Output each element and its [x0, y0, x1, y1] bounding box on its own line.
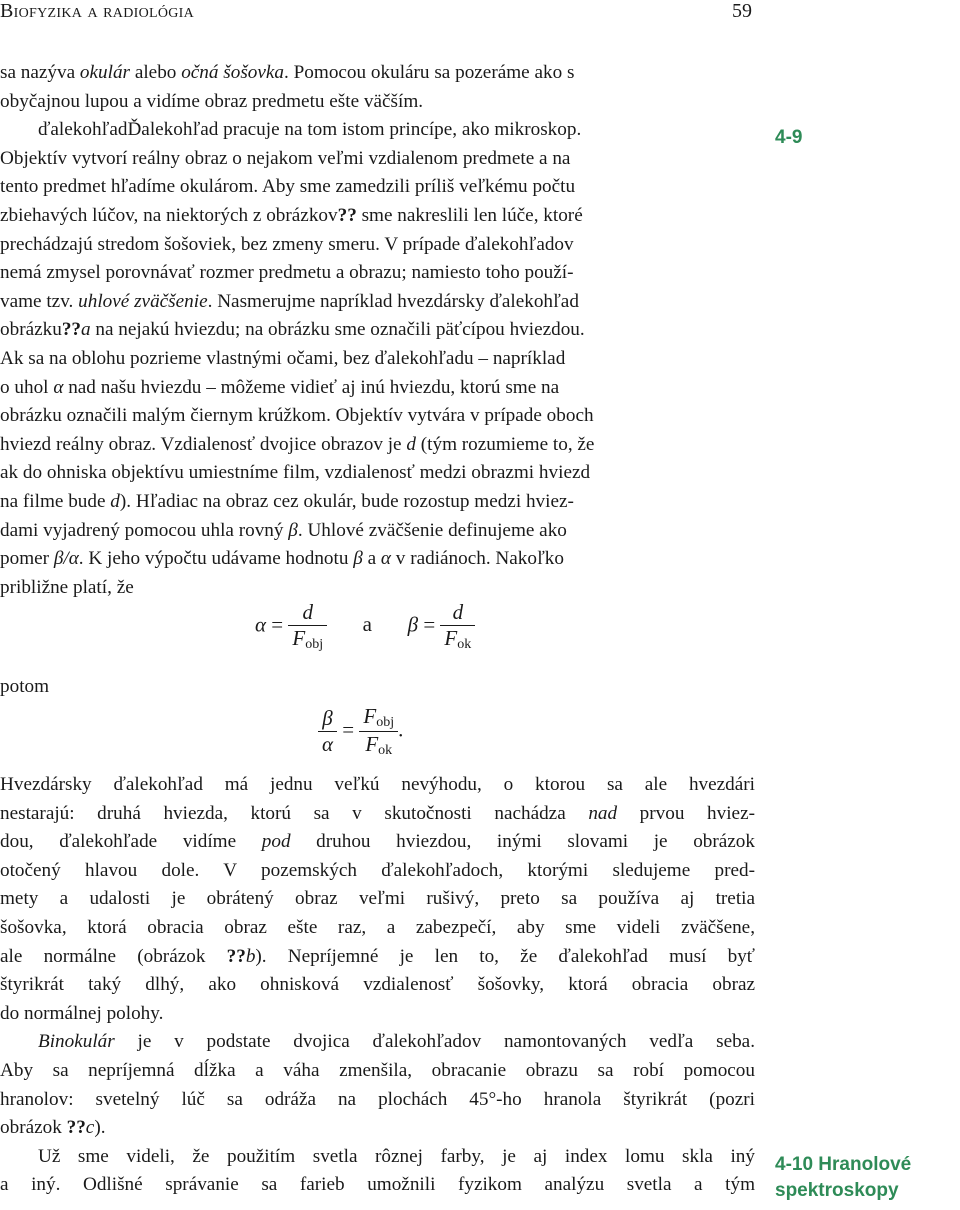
text-line: prechádzajú stredom šošoviek, bez zmeny smeru. V prípade ďalekohľadov	[0, 233, 574, 255]
text-line: hviezd reálny obraz. Vzdialenosť dvojice obrazov je d (tým rozumieme to, že	[0, 433, 595, 455]
text-line: obrázku??a na nejakú hviezdu; na obrázku sme označili päťcípou hviezdou.	[0, 319, 585, 341]
margin-note-4-10-line2: spektroskopy	[775, 1180, 899, 1201]
figure-ref: ??	[226, 945, 246, 967]
fraction-fobj-over-fok: $\frac{F_{obj}}{F_{ok}}$	[359, 704, 398, 759]
text-line: obyčajnou lupou a vidíme obraz predmetu ešte väčším.	[0, 90, 424, 112]
equation-magnification: $\frac{\beta}{\alpha}$ = $\frac{F_{obj}}{F_{ok}}$ .	[318, 704, 403, 759]
fraction-d-over-fok: $\frac{d}{F_{ok}}$	[440, 600, 475, 653]
text-line: ale normálne (obrázok ??b). Nepríjemné je len to, že ďalekohľad musí byť	[0, 945, 755, 967]
running-title: Biofyzika a radiológia	[0, 0, 195, 22]
text-line: Objektív vytvorí reálny obraz o nejakom veľmi vzdialenom predmete a na	[0, 147, 571, 169]
text-line: o uhol α nad našu hviezdu – môžeme vidieť aj inú hviezdu, ktorú sme na	[0, 376, 560, 398]
figure-ref: ??	[61, 319, 81, 341]
text-line: štyrikrát taký dlhý, ako ohnisková vzdialenosť šošovky, ktorá obracia obraz	[0, 974, 755, 996]
page-number: 59	[732, 0, 752, 22]
text-line: Hvezdársky ďalekohľad má jednu veľkú nevýhodu, o ktorou sa ale hvezdári	[0, 774, 755, 795]
text-line: nestarajú: druhá hviezda, ktorú sa v skutočnosti nachádza nad prvou hviez-	[0, 802, 755, 824]
text-line: Už sme videli, že použitím svetla rôznej farby, je aj index lomu skla iný	[38, 1145, 755, 1167]
text-line: do normálnej polohy.	[0, 1002, 164, 1024]
text-line: vame tzv. uhlové zväčšenie. Nasmerujme napríklad hvezdársky ďalekohľad	[0, 290, 579, 312]
text-line: približne platí, že	[0, 576, 134, 598]
text-line: dami vyjadrený pomocou uhla rovný β. Uhlové zväčšenie definujeme ako	[0, 519, 567, 541]
text-line: na filme bude d). Hľadiac na obraz cez okulár, bude rozostup medzi hviez-	[0, 490, 574, 512]
text-line: Binokulár je v podstate dvojica ďalekohľadov namontovaných vedľa seba.	[38, 1031, 755, 1053]
text-line: hranolov: svetelný lúč sa odráža na plochách 45°-ho hranola štyrikrát (pozri	[0, 1088, 755, 1110]
text-line: ak do ohniska objektívu umiestníme film, vzdialenosť medzi obrazmi hviezd	[0, 462, 591, 484]
word-potom: potom	[0, 676, 50, 697]
text-line: zbiehavých lúčov, na niektorých z obrázkov?? sme nakreslili len lúče, ktoré	[0, 204, 583, 226]
text-line: sa nazýva okulár alebo očná šošovka. Pomocou okuláru sa pozeráme ako s	[0, 62, 575, 83]
text-line: šošovka, ktorá obracia obraz ešte raz, a zabezpečí, aby sme videli zväčšene,	[0, 916, 755, 938]
text-line: nemá zmysel porovnávať rozmer predmetu a obrazu; namiesto toho použí-	[0, 262, 574, 284]
margin-note-4-10-line1: 4-10 Hranolové	[775, 1154, 912, 1175]
text-line: dou, ďalekohľade vidíme pod druhou hviezdou, inými slovami je obrázok	[0, 831, 755, 853]
text-line: mety a udalosti je obrátený obraz veľmi rušivý, preto sa používa aj tretia	[0, 888, 755, 910]
text-line: obrázku označili malým čiernym krúžkom. Objektív vytvára v prípade oboch	[0, 405, 594, 427]
text-line: ďalekohľadĎalekohľad pracuje na tom istom princípe, ako mikroskop.	[38, 119, 582, 141]
fraction-beta-over-alpha: $\frac{\beta}{\alpha}$	[318, 706, 337, 757]
equation-alpha-beta: α = $\frac{d}{F_{obj}}$ a β = $\frac{d}{F_{ok}}$	[255, 600, 475, 653]
text-line: pomer β/α. K jeho výpočtu udávame hodnotu β a α v radiánoch. Nakoľko	[0, 548, 564, 570]
term-uhlove-zvacsenie: uhlové zväčšenie	[78, 290, 208, 312]
figure-ref: ??	[337, 204, 357, 226]
text-line: a iný. Odlišné správanie sa farieb umožnili fyzikom analýzu svetla a tým	[0, 1174, 755, 1196]
term-binokular: Binokulár	[38, 1031, 115, 1053]
figure-ref: ??	[66, 1117, 86, 1139]
fraction-d-over-fobj: $\frac{d}{F_{obj}}$	[288, 600, 327, 653]
text-line: Ak sa na oblohu pozrieme vlastnými očami, bez ďalekohľadu – napríklad	[0, 347, 566, 369]
text-line: otočený hlavou dole. V pozemských ďalekohľadoch, ktorými sledujeme pred-	[0, 859, 755, 881]
margin-note-4-9: 4-9	[775, 127, 803, 148]
text-line: tento predmet hľadíme okulárom. Aby sme zamedzili príliš veľkému počtu	[0, 176, 576, 198]
body-text-block-1	[0, 59, 755, 602]
term-okular: okulár	[79, 62, 131, 83]
running-header	[0, 0, 752, 28]
text-line: obrázok ??c).	[0, 1117, 106, 1139]
margin-note-4-10	[775, 1152, 911, 1204]
text-line: Aby sa nepríjemná dĺžka a váha zmenšila, obracanie obrazu sa robí pomocou	[0, 1059, 755, 1081]
body-text-block-2	[0, 771, 755, 1200]
term-ocna-sosovka: očná šošovka	[181, 62, 285, 83]
